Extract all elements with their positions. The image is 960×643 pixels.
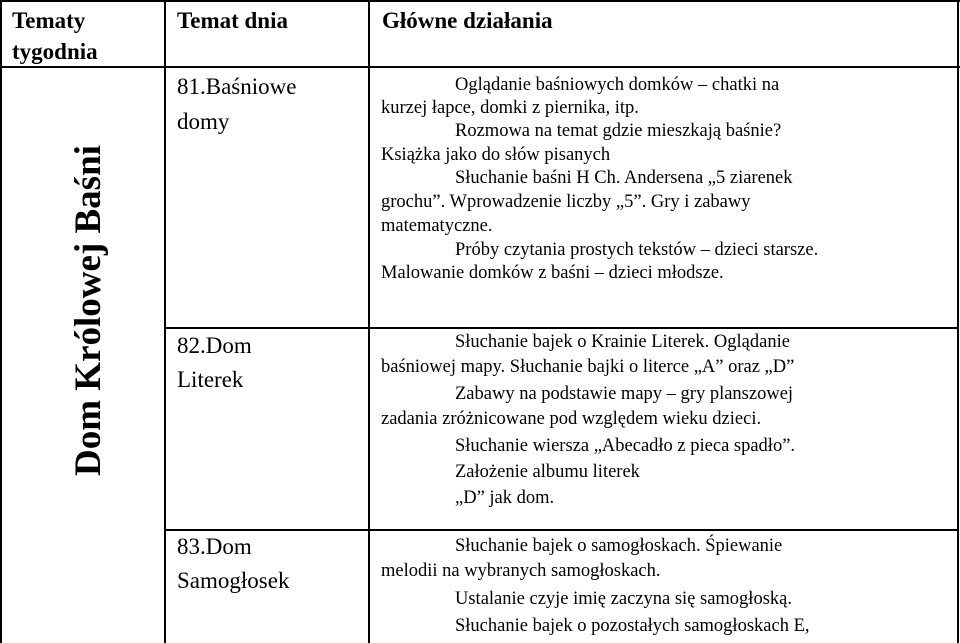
row-divider-day1	[166, 327, 957, 329]
activity-line: grochu”. Wprowadzenie liczby „5”. Gry i zabawy	[381, 192, 751, 212]
activity-line: Założenie albumu literek	[455, 462, 640, 482]
activity-line: Słuchanie bajek o pozostałych samogłoskach E,	[455, 616, 810, 636]
header-row-border	[0, 66, 960, 68]
activity-line: Ustalanie czyje imię zaczyna się samogłoską.	[455, 589, 792, 609]
day-topic-line1: 82.Dom	[177, 333, 252, 358]
activity-line: Słuchanie bajek o samogłoskach. Śpiewanie	[455, 536, 783, 556]
day-topic-line2: domy	[177, 109, 230, 134]
activity-line: Malowanie domków z baśni – dzieci młodsze.	[381, 263, 724, 283]
day-topic-line2: Literek	[177, 367, 244, 392]
activity-line: zadania zróżnicowane pod względem wieku dzieci.	[381, 409, 762, 429]
activity-line: Słuchanie baśni H Ch. Andersena „5 ziarenek	[455, 168, 793, 188]
activity-line: baśniowej mapy. Słuchanie bajki o literce „A” oraz „D”	[381, 357, 795, 377]
header-day-topic: Temat dnia	[177, 8, 288, 33]
table-top-border	[0, 0, 960, 2]
table-left-border	[0, 0, 2, 643]
table-right-border	[957, 0, 959, 643]
activity-line: Rozmowa na temat gdzie mieszkają baśnie?	[455, 121, 782, 141]
header-main-activities: Główne działania	[382, 8, 553, 33]
column-divider-1	[164, 0, 166, 643]
header-week-topic-line2: tygodnia	[12, 39, 98, 64]
activity-line: Słuchanie bajek o Krainie Literek. Oglądanie	[455, 332, 790, 352]
activity-line: Słuchanie wiersza „Abecadło z pieca spadło”.	[455, 436, 796, 456]
column-divider-2	[368, 0, 370, 643]
day-topic-line2: Samogłosek	[177, 568, 290, 593]
activity-line: Próby czytania prostych tekstów – dzieci starsze.	[455, 240, 819, 260]
activity-line: Oglądanie baśniowych domków – chatki na	[455, 75, 780, 95]
day-topic-line1: 83.Dom	[177, 534, 252, 559]
day-topic-line1: 81.Baśniowe	[177, 74, 297, 99]
activity-line: matematyczne.	[381, 216, 493, 236]
week-topic: Dom Królowej Baśni	[68, 145, 109, 476]
activity-line: kurzej łapce, domki z piernika, itp.	[381, 98, 639, 118]
activity-line: Zabawy na podstawie mapy – gry planszowej	[455, 384, 794, 404]
activity-line: Książka jako do słów pisanych	[381, 145, 611, 165]
activity-line: „D” jak dom.	[455, 488, 555, 508]
row-divider-day2	[166, 529, 957, 531]
header-week-topic-line1: Tematy	[12, 8, 86, 33]
activity-line: melodii na wybranych samogłoskach.	[381, 561, 661, 581]
